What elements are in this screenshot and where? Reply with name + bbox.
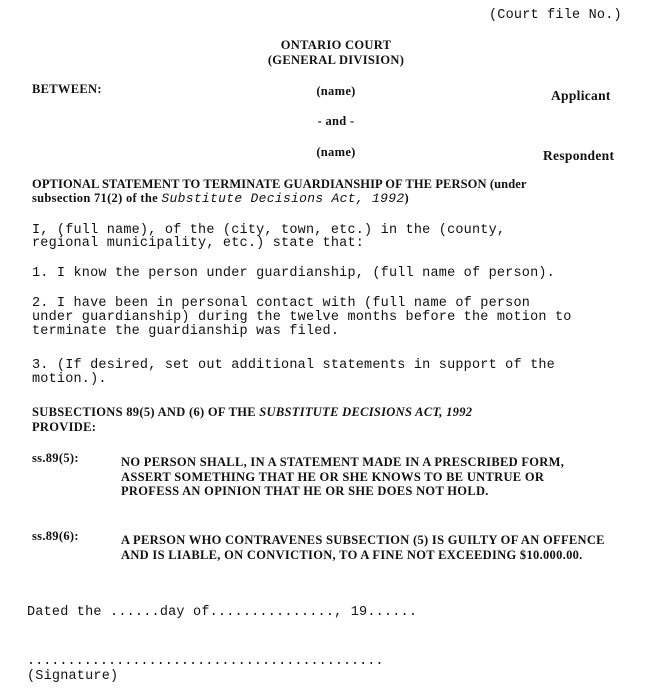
dated-line: Dated the ......day of..............., 19......	[27, 605, 418, 620]
statement-3-line2: motion.).	[32, 372, 107, 387]
subsections-heading-prefix: SUBSECTIONS 89(5) AND (6) OF THE	[32, 405, 260, 419]
and-separator: - and -	[317, 114, 355, 128]
statement-3-line1: 3. (If desired, set out additional statements in support of the	[32, 358, 555, 373]
between-label: BETWEEN:	[32, 82, 102, 96]
form-title-line2-suffix: )	[404, 191, 409, 205]
subsections-heading-provide: PROVIDE:	[32, 420, 97, 434]
ss-89-5-label: ss.89(5):	[32, 451, 79, 465]
signature-line: ............................................	[27, 654, 384, 669]
form-title-line2-prefix: subsection 71(2) of the	[32, 191, 162, 205]
subsections-heading-act: SUBSTITUTE DECISIONS ACT, 1992	[259, 405, 473, 419]
respondent-role: Respondent	[543, 148, 615, 163]
court-division: (GENERAL DIVISION)	[267, 53, 405, 67]
form-title-line2	[32, 191, 409, 206]
ss-89-6-text: A PERSON WHO CONTRAVENES SUBSECTION (5) IS GUILTY OF AN OFFENCE AND IS LIABLE, ON CONVICTION, TO A FINE NOT EXCEEDING $10.000.00.	[121, 533, 605, 562]
subsections-heading	[32, 405, 472, 420]
statement-2-line2: under guardianship) during the twelve months before the motion to	[32, 310, 572, 325]
form-title-line1: OPTIONAL STATEMENT TO TERMINATE GUARDIANSHIP OF THE PERSON (under	[32, 177, 527, 191]
ss-89-6-label: ss.89(6):	[32, 529, 79, 543]
court-file-number: (Court file No.)	[489, 8, 622, 23]
statement-2-line1: 2. I have been in personal contact with (full name of person	[32, 296, 531, 311]
ss-89-5-text: NO PERSON SHALL, IN A STATEMENT MADE IN A PRESCRIBED FORM, ASSERT SOMETHING THAT HE OR SHE KNOWS TO BE UNTRUE OR PROFESS AN OPINION THAT HE OR SHE DOES NOT HOLD.	[121, 455, 565, 498]
applicant-role: Applicant	[551, 88, 611, 103]
intro-line2: regional municipality, etc.) state that:	[32, 236, 365, 251]
signature-label: (Signature)	[27, 669, 119, 684]
statement-1: 1. I know the person under guardianship, (full name of person).	[32, 266, 555, 281]
court-name: ONTARIO COURT	[280, 38, 392, 52]
statement-2-line3: terminate the guardianship was filed.	[32, 324, 340, 339]
form-title-act-name: Substitute Decisions Act, 1992	[161, 191, 405, 206]
respondent-name: (name)	[316, 145, 356, 159]
applicant-name: (name)	[316, 84, 356, 98]
intro-line1: I, (full name), of the (city, town, etc.) in the (county,	[32, 223, 506, 238]
